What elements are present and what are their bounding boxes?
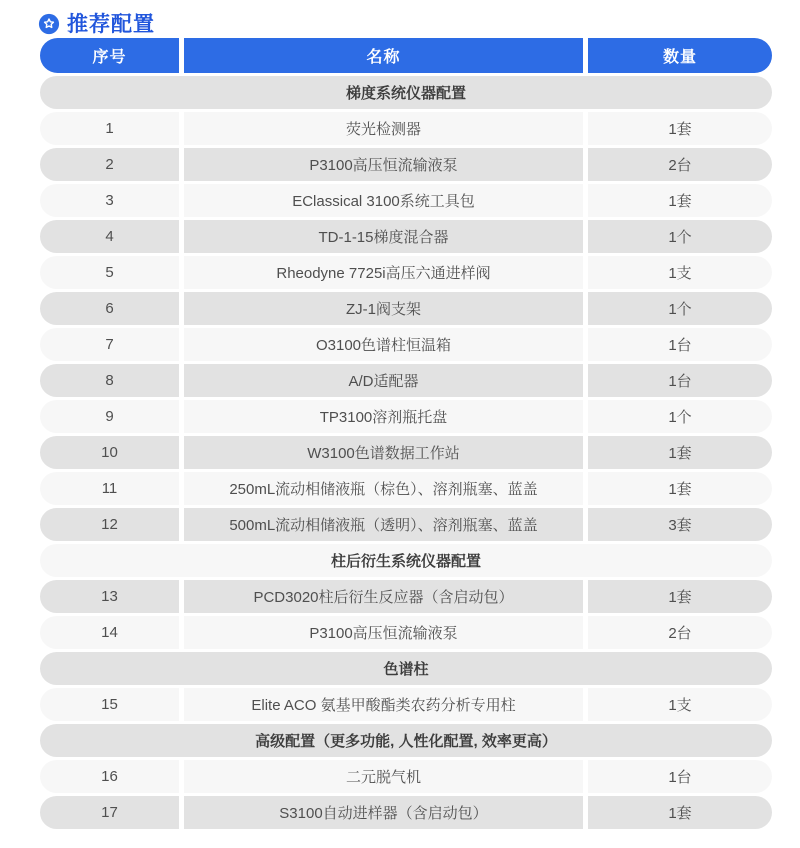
row-number-cell: 10 (40, 436, 179, 469)
row-quantity-cell: 2台 (588, 148, 772, 181)
section-header-row: 高级配置（更多功能, 人性化配置, 效率更高） (40, 724, 772, 757)
row-name-cell: 500mL流动相储液瓶（透明）、溶剂瓶塞、蓝盖 (184, 508, 583, 541)
row-quantity-cell: 1个 (588, 220, 772, 253)
table-row (40, 112, 772, 145)
section-header-row: 梯度系统仪器配置 (40, 76, 772, 109)
row-quantity-cell: 1个 (588, 292, 772, 325)
row-number-cell: 13 (40, 580, 179, 613)
row-quantity-cell: 2台 (588, 616, 772, 649)
table-row (40, 328, 772, 361)
row-name-cell: P3100高压恒流输液泵 (184, 616, 583, 649)
row-number-cell: 1 (40, 112, 179, 145)
row-number-cell: 2 (40, 148, 179, 181)
row-name-cell: TP3100溶剂瓶托盘 (184, 400, 583, 433)
row-quantity-cell: 1台 (588, 364, 772, 397)
config-table-body (40, 76, 772, 829)
row-quantity-cell: 1套 (588, 184, 772, 217)
config-table (40, 38, 772, 829)
row-number-cell: 12 (40, 508, 179, 541)
section-header-row: 色谱柱 (40, 652, 772, 685)
page-title: 推荐配置 (67, 12, 155, 36)
table-row (40, 760, 772, 793)
row-name-cell: PCD3020柱后衍生反应器（含启动包） (184, 580, 583, 613)
table-row (40, 148, 772, 181)
row-name-cell: S3100自动进样器（含启动包） (184, 796, 583, 829)
row-quantity-cell: 3套 (588, 508, 772, 541)
row-name-cell: TD-1-15梯度混合器 (184, 220, 583, 253)
table-row (40, 184, 772, 217)
row-name-cell: Elite ACO 氨基甲酸酯类农药分析专用柱 (184, 688, 583, 721)
table-row (40, 472, 772, 505)
table-row (40, 688, 772, 721)
column-header-qty: 数量 (588, 38, 772, 73)
row-quantity-cell: 1套 (588, 472, 772, 505)
row-number-cell: 14 (40, 616, 179, 649)
row-number-cell: 8 (40, 364, 179, 397)
column-header-no: 序号 (40, 38, 179, 73)
row-number-cell: 15 (40, 688, 179, 721)
row-number-cell: 4 (40, 220, 179, 253)
table-row (40, 220, 772, 253)
table-row (40, 292, 772, 325)
row-number-cell: 16 (40, 760, 179, 793)
row-quantity-cell: 1支 (588, 688, 772, 721)
row-quantity-cell: 1个 (588, 400, 772, 433)
row-number-cell: 11 (40, 472, 179, 505)
row-quantity-cell: 1支 (588, 256, 772, 289)
table-row (40, 364, 772, 397)
table-header-row (40, 38, 772, 73)
star-badge-icon (38, 13, 60, 35)
row-name-cell: O3100色谱柱恒温箱 (184, 328, 583, 361)
row-name-cell: ZJ-1阀支架 (184, 292, 583, 325)
table-row (40, 256, 772, 289)
table-row (40, 796, 772, 829)
section-header-row: 柱后衍生系统仪器配置 (40, 544, 772, 577)
row-quantity-cell: 1台 (588, 328, 772, 361)
row-quantity-cell: 1套 (588, 436, 772, 469)
row-number-cell: 6 (40, 292, 179, 325)
row-number-cell: 17 (40, 796, 179, 829)
row-number-cell: 7 (40, 328, 179, 361)
row-number-cell: 9 (40, 400, 179, 433)
row-number-cell: 5 (40, 256, 179, 289)
row-quantity-cell: 1套 (588, 112, 772, 145)
row-name-cell: 二元脱气机 (184, 760, 583, 793)
row-name-cell: P3100高压恒流输液泵 (184, 148, 583, 181)
page-header (0, 0, 800, 38)
row-quantity-cell: 1套 (588, 580, 772, 613)
row-name-cell: Rheodyne 7725i高压六通进样阀 (184, 256, 583, 289)
row-name-cell: 荧光检测器 (184, 112, 583, 145)
table-row (40, 508, 772, 541)
table-row (40, 580, 772, 613)
table-row (40, 436, 772, 469)
table-row (40, 400, 772, 433)
row-number-cell: 3 (40, 184, 179, 217)
row-name-cell: W3100色谱数据工作站 (184, 436, 583, 469)
row-name-cell: A/D适配器 (184, 364, 583, 397)
column-header-name: 名称 (184, 38, 583, 73)
row-name-cell: 250mL流动相储液瓶（棕色）、溶剂瓶塞、蓝盖 (184, 472, 583, 505)
row-quantity-cell: 1套 (588, 796, 772, 829)
row-name-cell: EClassical 3100系统工具包 (184, 184, 583, 217)
row-quantity-cell: 1台 (588, 760, 772, 793)
table-row (40, 616, 772, 649)
